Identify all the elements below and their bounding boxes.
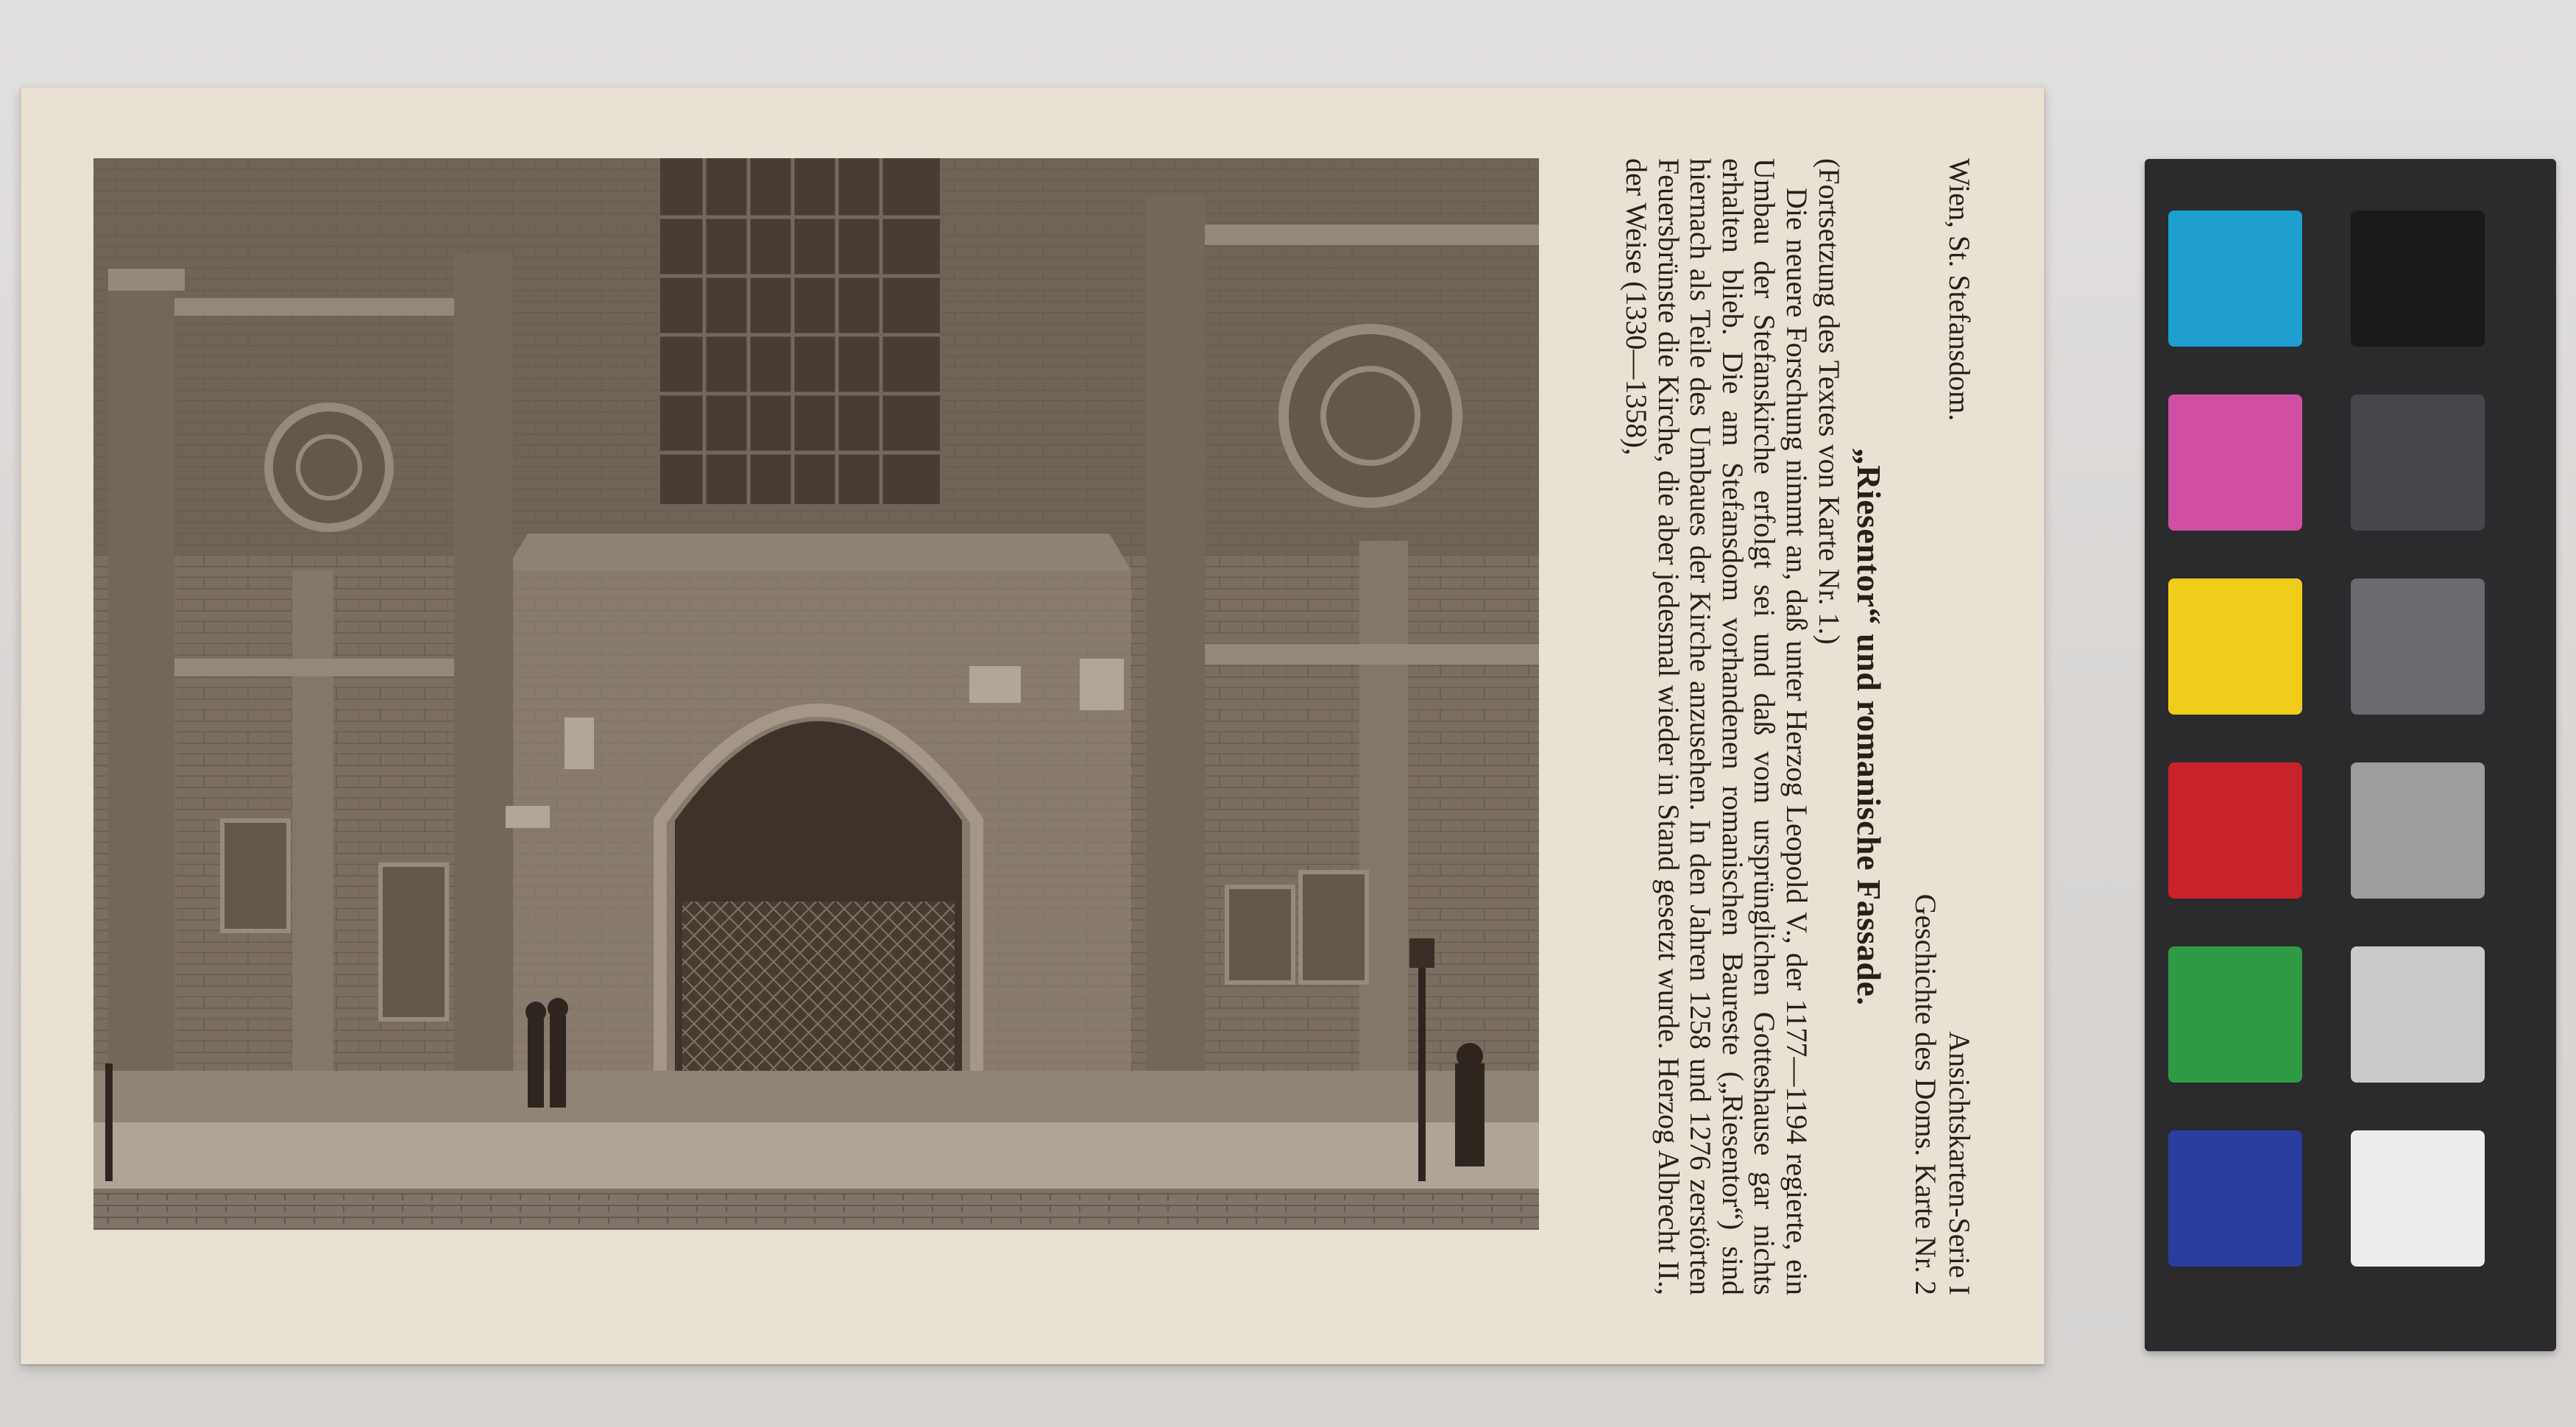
gray-patch-right-2 [2351,394,2485,531]
photo-illustration [93,158,1539,1230]
gray-patch-right-6 [2351,1130,2485,1267]
postcard [21,87,2045,1364]
gray-patch-right-1 [2351,210,2485,347]
gray-patch-right-5 [2351,946,2485,1083]
gray-patch-right-4 [2351,762,2485,899]
card-subtitle: Geschichte des Doms. Karte Nr. 2 [1909,893,1942,1295]
color-patch-left-6 [2168,1130,2302,1267]
color-patch-left-4 [2168,762,2302,899]
body-text: Die neuere Forschung nimmt an, daß unter Herzog Leopold V., der 1177—1194 regierte, ein Umbau der Stefanskirche erfolgt sei und daß vom ursprünglichen Gotteshause gar nichts erhalten blieb. Die am Stefansdom vorhandenen romanischen Baureste („Riesentor“) sind hiernach als Teile des Umbaues der Kirche anzusehen. In den Jahren 1258 und 1276 zerstörten Feuersbrünste die Kirche, die aber jedesmal wieder in Stand gesetzt wurde. Herzog Albrecht II., der Weise (1330—1358), [1620,158,1814,1295]
color-patch-left-3 [2168,578,2302,715]
gray-patch-right-3 [2351,578,2485,715]
continuation-note: (Fortsetzung des Textes von Karte Nr. 1.) [1813,158,1846,645]
color-patch-left-1 [2168,210,2302,347]
color-patch-left-2 [2168,394,2302,531]
color-checker [2145,159,2556,1351]
series-label: Ansichtskarten-Serie I [1943,1031,1976,1295]
color-patch-left-5 [2168,946,2302,1083]
card-title: „Riesentor“ und romanische Fassade. [1850,447,1888,1006]
description-text-block [1565,158,1978,1295]
location-caption: Wien, St. Stefansdom. [1943,158,1976,422]
cathedral-photo [93,158,1539,1230]
